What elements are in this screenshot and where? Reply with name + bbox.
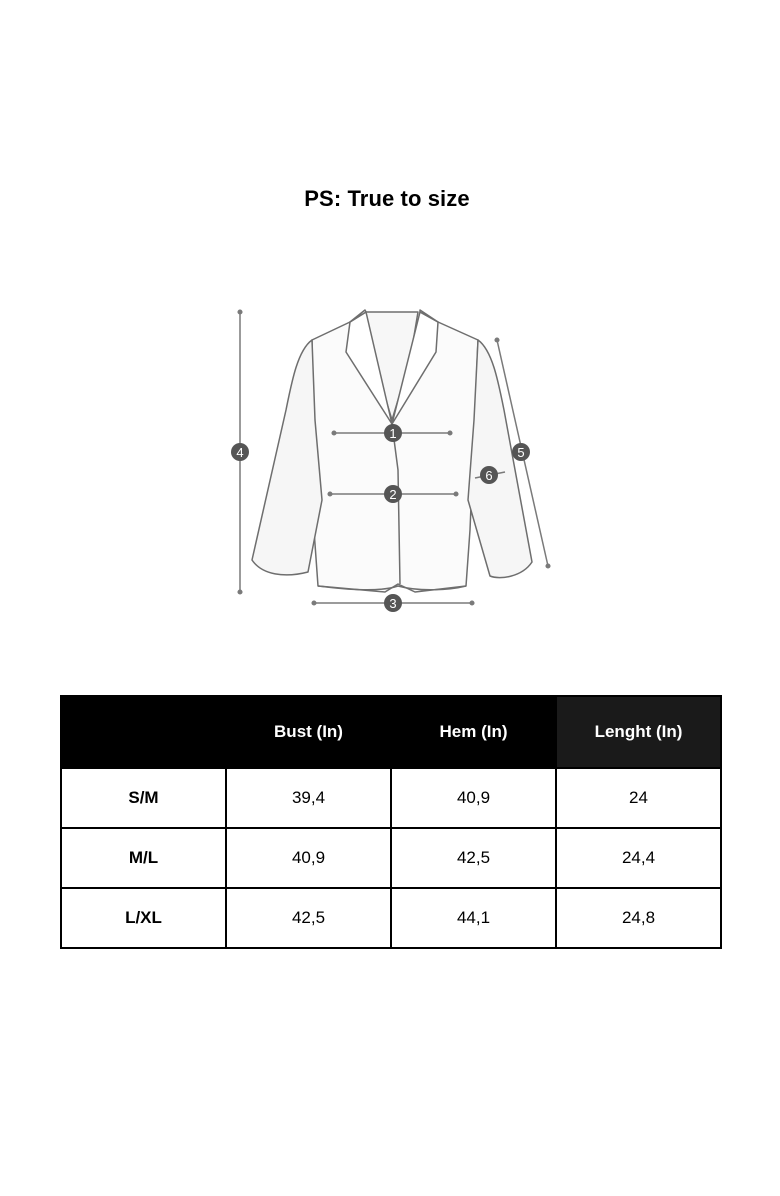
- marker-6: [480, 466, 498, 484]
- marker-1: [384, 424, 402, 442]
- hem-cell: 44,1: [391, 888, 556, 948]
- header-bust: Bust (In): [226, 696, 391, 768]
- table-row: [61, 768, 721, 828]
- hem-cell: 40,9: [391, 768, 556, 828]
- bust-cell: 40,9: [226, 828, 391, 888]
- size-cell: S/M: [61, 768, 226, 828]
- marker-5: [512, 443, 530, 461]
- size-chart-table: [60, 695, 722, 949]
- hem-cell: 42,5: [391, 828, 556, 888]
- bust-cell: 39,4: [226, 768, 391, 828]
- marker-2: [384, 485, 402, 503]
- table-row: [61, 828, 721, 888]
- svg-text:4: 4: [236, 445, 244, 460]
- length-cell: 24,8: [556, 888, 721, 948]
- svg-text:1: 1: [389, 426, 397, 441]
- svg-text:3: 3: [389, 596, 397, 611]
- marker-3: [384, 594, 402, 612]
- page-title: PS: True to size: [304, 186, 470, 211]
- table-header-row: [61, 696, 721, 768]
- length-cell: 24,4: [556, 828, 721, 888]
- marker-4: [231, 443, 249, 461]
- length-cell: 24: [556, 768, 721, 828]
- header-length: Lenght (In): [556, 696, 721, 768]
- size-cell: M/L: [61, 828, 226, 888]
- svg-text:6: 6: [485, 468, 493, 483]
- blazer-outline: [252, 310, 532, 592]
- header-size: [61, 696, 226, 768]
- bust-cell: 42,5: [226, 888, 391, 948]
- table-row: [61, 888, 721, 948]
- svg-text:5: 5: [517, 445, 525, 460]
- header-hem: Hem (In): [391, 696, 556, 768]
- svg-text:2: 2: [389, 487, 397, 502]
- size-cell: L/XL: [61, 888, 226, 948]
